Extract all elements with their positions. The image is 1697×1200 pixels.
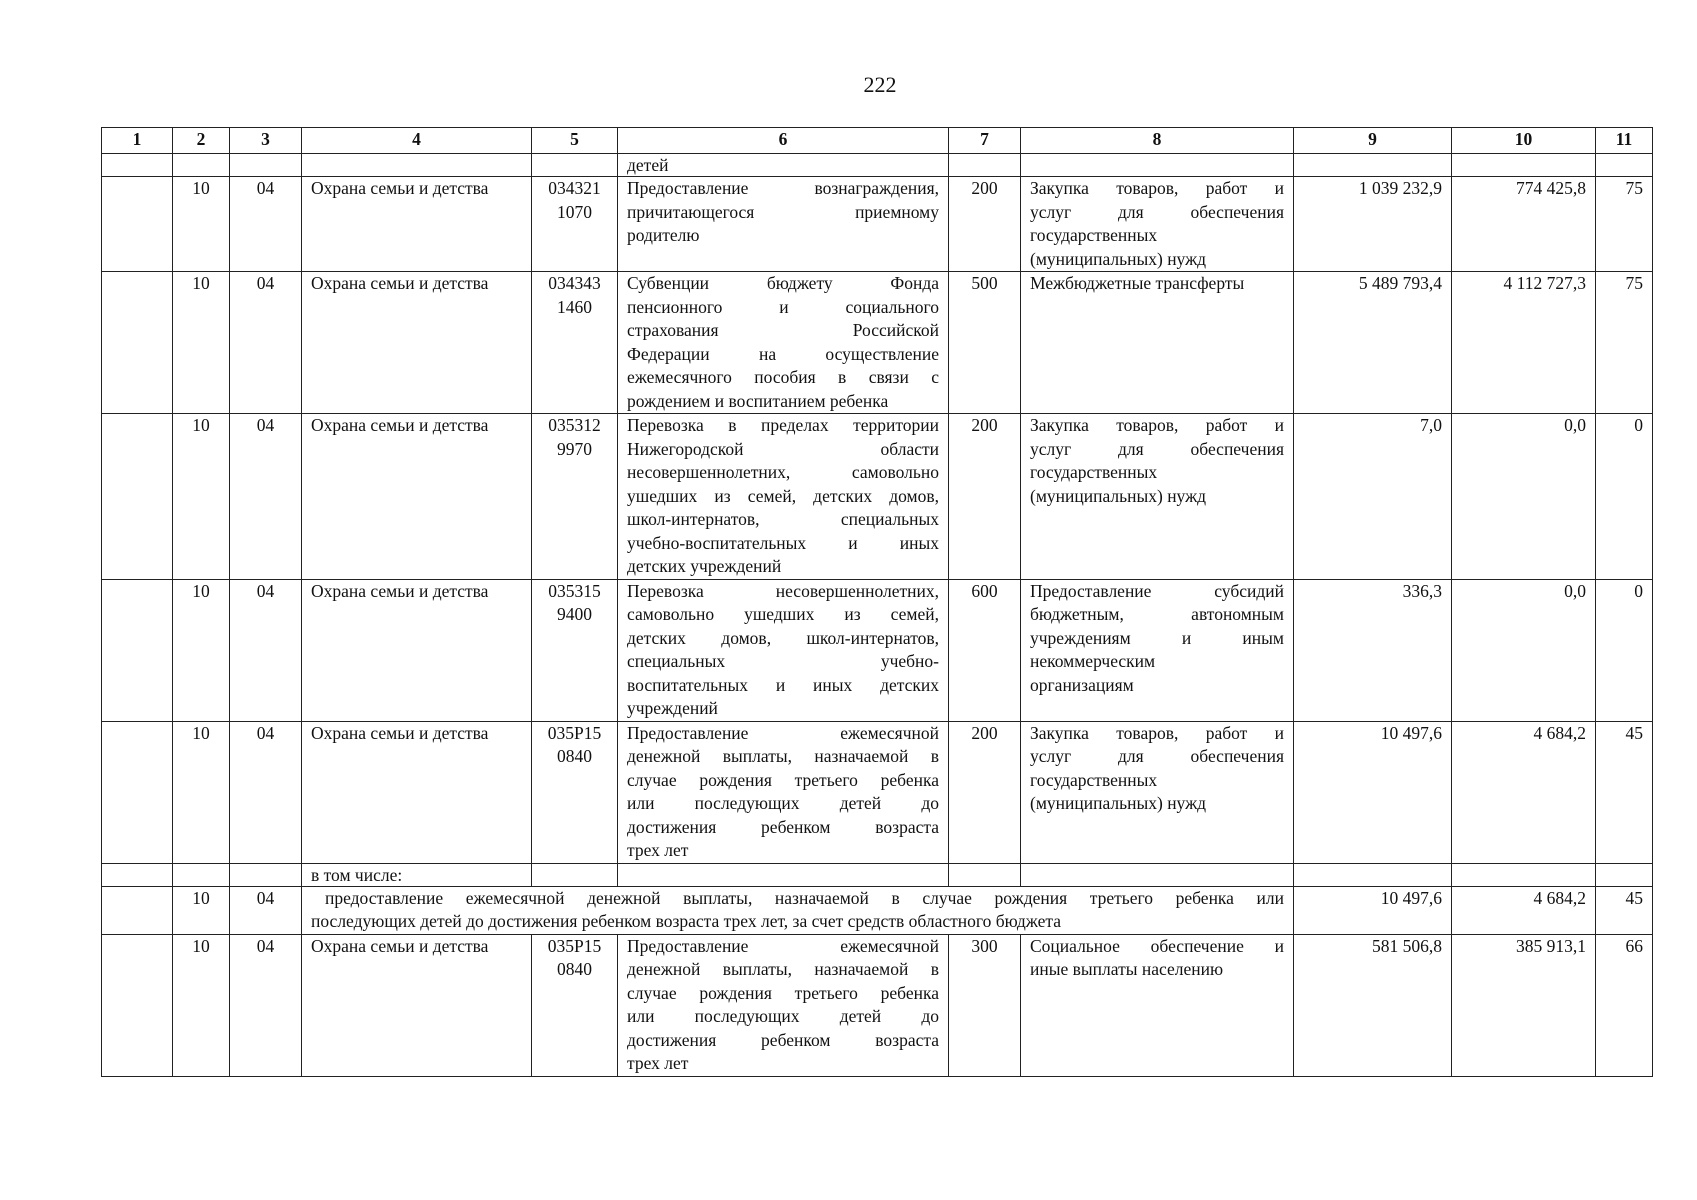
cell-line: 0840 xyxy=(557,746,592,766)
cell-description xyxy=(618,934,949,1076)
cell-section: 10 xyxy=(173,579,230,721)
cell-amount-actual: 385 913,1 xyxy=(1452,934,1596,1076)
cell-amount-actual: 0,0 xyxy=(1452,414,1596,580)
column-header: 3 xyxy=(230,128,302,154)
cell-col1 xyxy=(102,414,173,580)
cell-line: бюджетным, автономным xyxy=(1030,604,1284,624)
cell-line: денежной выплаты, назначаемой в xyxy=(627,959,939,979)
cell-line: или последующих детей до xyxy=(627,793,939,813)
cell-line: учреждений xyxy=(627,698,718,718)
cell-line: 034343 xyxy=(548,273,601,293)
cell-line: Федерации на осуществление xyxy=(627,343,939,364)
cell-description xyxy=(618,721,949,863)
cell-expense-type: 300 xyxy=(949,934,1021,1076)
cell-amount-plan: 1 039 232,9 xyxy=(1294,177,1452,272)
table-cell xyxy=(1021,863,1294,886)
cell-line: услуг для обеспечения xyxy=(1030,746,1284,766)
cell-line: государственных xyxy=(1030,225,1158,245)
cell-line: денежной выплаты, назначаемой в xyxy=(627,746,939,766)
cell-line: родителю xyxy=(627,225,700,245)
cell-percent: 75 xyxy=(1596,272,1653,414)
cell-line: 035Р15 xyxy=(547,722,602,743)
cell-col1 xyxy=(102,272,173,414)
cell-line: государственных xyxy=(1030,462,1158,482)
cell-line: несовершеннолетних, самовольно xyxy=(627,462,939,482)
cell-line: организациям xyxy=(1030,674,1134,695)
table-row xyxy=(102,579,1653,721)
cell-line: ушедших из семей, детских домов, xyxy=(627,485,939,506)
table-cell xyxy=(230,863,302,886)
cell-line: некоммерческим xyxy=(1030,651,1156,671)
cell-section: 10 xyxy=(173,886,230,934)
in-that-number-row xyxy=(102,863,1653,886)
table-cell xyxy=(532,154,618,177)
table-row xyxy=(102,414,1653,580)
cell-percent: 45 xyxy=(1596,886,1653,934)
cell-line: 035315 xyxy=(548,580,601,601)
cell-target-code xyxy=(532,579,618,721)
cell-percent: 75 xyxy=(1596,177,1653,272)
cell-amount-plan: 10 497,6 xyxy=(1294,721,1452,863)
cell-line: школ-интернатов, специальных xyxy=(627,509,939,529)
table-row xyxy=(102,934,1653,1076)
cell-percent: 45 xyxy=(1596,721,1653,863)
column-header: 10 xyxy=(1452,128,1596,154)
cell-line: Перевозка несовершеннолетних, xyxy=(627,580,939,601)
header-row xyxy=(102,128,1653,154)
cell-line: достижения ребенком возраста xyxy=(627,1029,939,1050)
cell-line: услуг для обеспечения xyxy=(1030,201,1284,222)
cell-line: детских домов, школ-интернатов, xyxy=(627,627,939,648)
cell-target-code xyxy=(532,414,618,580)
cell-expense-name xyxy=(1021,934,1294,1076)
cell-name: Охрана семьи и детства xyxy=(302,721,532,863)
cell-expense-type: 200 xyxy=(949,721,1021,863)
cell-target-code xyxy=(532,934,618,1076)
table-cell xyxy=(949,863,1021,886)
cell-col1 xyxy=(102,886,173,934)
cell-line: Закупка товаров, работ и xyxy=(1030,178,1284,198)
table-row xyxy=(102,177,1653,272)
cell-expense-name xyxy=(1021,272,1294,414)
cell-line: ежемесячного пособия в связи с xyxy=(627,367,939,387)
cell-expense-name xyxy=(1021,579,1294,721)
cell-section: 10 xyxy=(173,272,230,414)
table-cell xyxy=(949,154,1021,177)
table-body xyxy=(102,154,1653,1077)
cell-expense-type: 200 xyxy=(949,177,1021,272)
cell-subsection: 04 xyxy=(230,579,302,721)
table-cell: в том числе: xyxy=(302,863,532,886)
cell-line: иные выплаты населению xyxy=(1030,959,1224,979)
cell-line: детских учреждений xyxy=(627,556,782,576)
cell-expense-type: 600 xyxy=(949,579,1021,721)
cell-line: случае рождения третьего ребенка xyxy=(627,769,939,790)
column-header: 4 xyxy=(302,128,532,154)
cell-amount-plan: 336,3 xyxy=(1294,579,1452,721)
cell-line: Предоставление ежемесячной xyxy=(627,722,939,743)
table-cell xyxy=(173,154,230,177)
cell-col1 xyxy=(102,579,173,721)
cell-percent: 0 xyxy=(1596,579,1653,721)
cell-name: Охрана семьи и детства xyxy=(302,177,532,272)
cell-expense-type: 500 xyxy=(949,272,1021,414)
continuation-row xyxy=(102,154,1653,177)
cell-line: 9400 xyxy=(557,604,592,624)
column-header: 6 xyxy=(618,128,949,154)
page-number: 222 xyxy=(863,72,897,97)
column-header: 2 xyxy=(173,128,230,154)
cell-amount-plan: 581 506,8 xyxy=(1294,934,1452,1076)
cell-description xyxy=(618,272,949,414)
cell-line: 035Р15 xyxy=(547,935,602,956)
table-cell xyxy=(302,154,532,177)
cell-name: Охрана семьи и детства xyxy=(302,414,532,580)
cell-description xyxy=(618,177,949,272)
table-cell xyxy=(1452,863,1596,886)
table-cell xyxy=(230,154,302,177)
cell-line: Закупка товаров, работ и xyxy=(1030,722,1284,743)
cell-line: причитающегося приемному xyxy=(627,201,939,222)
cell-description xyxy=(618,414,949,580)
cell-name: Охрана семьи и детства xyxy=(302,579,532,721)
cell-line: Перевозка в пределах территории xyxy=(627,415,939,435)
merged-row xyxy=(102,886,1653,934)
cell-line: страхования Российской xyxy=(627,320,939,340)
column-header: 7 xyxy=(949,128,1021,154)
cell-line: достижения ребенком возраста xyxy=(627,816,939,837)
column-header: 9 xyxy=(1294,128,1452,154)
cell-section: 10 xyxy=(173,177,230,272)
cell-amount-actual: 0,0 xyxy=(1452,579,1596,721)
cell-col1 xyxy=(102,934,173,1076)
cell-line: Нижегородской области xyxy=(627,438,939,459)
cell-line: последующих детей до достижения ребенком возраста трех лет, за счет средств областного бюджета xyxy=(311,911,1061,931)
cell-description xyxy=(618,579,949,721)
cell-section: 10 xyxy=(173,414,230,580)
cell-line: самовольно ушедших из семей, xyxy=(627,604,939,624)
cell-line: 034321 xyxy=(548,178,601,198)
cell-line: Предоставление субсидий xyxy=(1030,580,1284,601)
cell-line: услуг для обеспечения xyxy=(1030,438,1284,459)
cell-subsection: 04 xyxy=(230,414,302,580)
column-header: 8 xyxy=(1021,128,1294,154)
table-cell xyxy=(1294,154,1452,177)
cell-subsection: 04 xyxy=(230,886,302,934)
table-cell xyxy=(1596,863,1653,886)
table-cell xyxy=(1294,863,1452,886)
table-cell xyxy=(1596,154,1653,177)
table-cell xyxy=(1452,154,1596,177)
cell-amount-plan: 7,0 xyxy=(1294,414,1452,580)
cell-amount-actual: 4 112 727,3 xyxy=(1452,272,1596,414)
cell-line: (муниципальных) нужд xyxy=(1030,485,1207,506)
table-cell xyxy=(173,863,230,886)
cell-target-code xyxy=(532,272,618,414)
cell-section: 10 xyxy=(173,934,230,1076)
cell-subsection: 04 xyxy=(230,272,302,414)
cell-amount-plan: 5 489 793,4 xyxy=(1294,272,1452,414)
cell-amount-actual: 774 425,8 xyxy=(1452,177,1596,272)
cell-subsection: 04 xyxy=(230,721,302,863)
table-cell xyxy=(102,863,173,886)
column-header: 5 xyxy=(532,128,618,154)
cell-percent: 66 xyxy=(1596,934,1653,1076)
cell-target-code xyxy=(532,177,618,272)
cell-name: Охрана семьи и детства xyxy=(302,934,532,1076)
cell-line: Предоставление вознаграждения, xyxy=(627,178,939,198)
cell-line: учреждениям и иным xyxy=(1030,627,1284,648)
cell-line: учебно-воспитательных и иных xyxy=(627,532,939,553)
cell-line: Социальное обеспечение и xyxy=(1030,935,1284,956)
column-header: 11 xyxy=(1596,128,1653,154)
cell-amount-actual: 4 684,2 xyxy=(1452,886,1596,934)
table-row xyxy=(102,721,1653,863)
cell-line: Субвенции бюджету Фонда xyxy=(627,273,939,293)
cell-line: трех лет xyxy=(627,1053,689,1073)
cell-col1 xyxy=(102,177,173,272)
cell-target-code xyxy=(532,721,618,863)
table-cell xyxy=(1021,154,1294,177)
cell-line: 0840 xyxy=(557,959,592,979)
cell-col1 xyxy=(102,721,173,863)
cell-expense-name xyxy=(1021,414,1294,580)
cell-subsection: 04 xyxy=(230,934,302,1076)
cell-line: рождением и воспитанием ребенка xyxy=(627,390,889,411)
cell-subsection: 04 xyxy=(230,177,302,272)
cell-line: трех лет xyxy=(627,840,689,860)
cell-line: пенсионного и социального xyxy=(627,296,939,317)
table-row xyxy=(102,272,1653,414)
cell-line: 1460 xyxy=(557,296,592,317)
cell-line: случае рождения третьего ребенка xyxy=(627,982,939,1003)
cell-merged-description xyxy=(302,886,1294,934)
cell-amount-actual: 4 684,2 xyxy=(1452,721,1596,863)
column-header: 1 xyxy=(102,128,173,154)
cell-expense-name xyxy=(1021,177,1294,272)
table-cell: детей xyxy=(618,154,949,177)
table-cell xyxy=(618,863,949,886)
cell-line: Предоставление ежемесячной xyxy=(627,935,939,956)
cell-line: 9970 xyxy=(557,438,592,459)
cell-name: Охрана семьи и детства xyxy=(302,272,532,414)
cell-line: (муниципальных) нужд xyxy=(1030,248,1207,269)
cell-line: предоставление ежемесячной денежной выплаты, назначаемой в случае рождения третьего ребенка или xyxy=(325,887,1284,908)
table-cell xyxy=(102,154,173,177)
cell-percent: 0 xyxy=(1596,414,1653,580)
cell-line: государственных xyxy=(1030,769,1158,790)
cell-line: 1070 xyxy=(557,201,592,222)
budget-table xyxy=(101,127,1653,1077)
cell-amount-plan: 10 497,6 xyxy=(1294,886,1452,934)
cell-line: или последующих детей до xyxy=(627,1006,939,1026)
cell-line: (муниципальных) нужд xyxy=(1030,793,1207,813)
cell-expense-name xyxy=(1021,721,1294,863)
cell-line: воспитательных и иных детских xyxy=(627,674,939,695)
cell-line: 035312 xyxy=(548,415,601,435)
cell-line: специальных учебно- xyxy=(627,651,939,671)
cell-line: Закупка товаров, работ и xyxy=(1030,415,1284,435)
cell-line: Межбюджетные трансферты xyxy=(1030,273,1245,293)
cell-expense-type: 200 xyxy=(949,414,1021,580)
cell-section: 10 xyxy=(173,721,230,863)
table-cell xyxy=(532,863,618,886)
